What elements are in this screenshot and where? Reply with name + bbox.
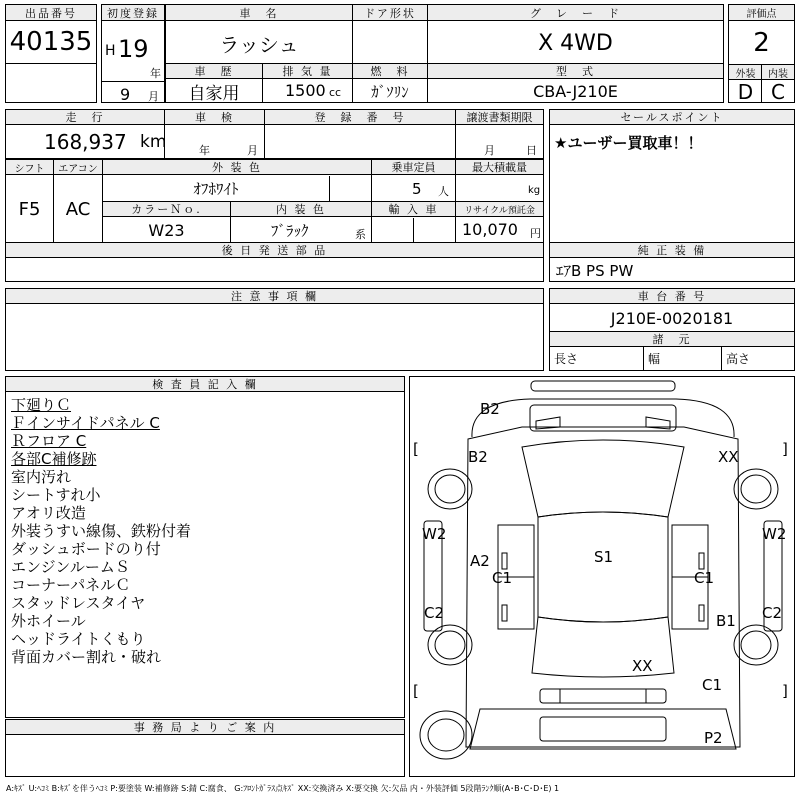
ext-color-label: 外 装 色 — [103, 160, 371, 175]
mark-c1-left: C1 — [492, 569, 513, 587]
car-diagram-box — [409, 376, 795, 777]
reg-number-box — [264, 109, 456, 159]
notes-label: 注 意 事 項 欄 — [6, 289, 543, 304]
month-suffix: 月 — [148, 90, 159, 103]
sales-point-value: ★ユーザー買取車！！ — [554, 134, 703, 152]
first-registration-box — [101, 4, 165, 103]
inspector-note: コーナーパネルＣ — [11, 576, 131, 594]
shift-label: シフト — [6, 160, 53, 175]
int-color-suffix: 系 — [355, 228, 366, 241]
mileage-value: 168,937 — [44, 130, 127, 154]
model-value: CBA-J210E — [533, 81, 618, 101]
color-no-box — [102, 201, 231, 243]
ext-color-value: ｵﾌﾎﾜｲﾄ — [193, 180, 239, 198]
mileage-unit: km — [140, 132, 167, 152]
equipment-box — [549, 242, 795, 282]
inspector-note: 外ホイール — [11, 612, 86, 630]
inspector-note: 室内汚れ — [11, 468, 72, 486]
era: H — [105, 43, 116, 59]
equipment-value: ｴｱB PS PW — [556, 262, 634, 280]
mark-c1-right: C1 — [694, 569, 715, 587]
inspector-notes-list — [11, 396, 401, 666]
inspector-note: 各部C補修跡 — [11, 450, 97, 468]
color-no-label: カラーＮｏ. — [103, 202, 230, 217]
fuel-box — [352, 63, 428, 103]
inspector-note: 背面カバー割れ・破れ — [11, 648, 162, 666]
bracket-left-rear: [ — [413, 682, 419, 700]
office-label: 事 務 局 よ り ご 案 内 — [6, 720, 404, 735]
inspector-label: 検 査 員 記 入 欄 — [6, 377, 404, 392]
grade-value: X 4WD — [538, 30, 613, 56]
capacity-box — [371, 159, 456, 202]
model-box — [427, 63, 724, 103]
first-registration-label: 初度登録 — [102, 5, 164, 21]
capacity-label: 乗車定員 — [372, 160, 455, 175]
chassis-box — [549, 288, 795, 371]
inspection-year: 年 — [199, 144, 210, 157]
dims-label: 諸 元 — [550, 332, 794, 347]
color-no-value: W23 — [148, 220, 185, 240]
transfer-month: 月 — [484, 144, 495, 157]
mark-c2-right: C2 — [762, 604, 783, 622]
int-color-label: 内 装 色 — [231, 202, 371, 217]
notes-box — [5, 288, 544, 371]
bracket-right-front: ] — [782, 440, 788, 458]
mark-w2-left: W2 — [422, 525, 447, 543]
door-label: ドア形状 — [353, 5, 427, 21]
mark-b2-front: B2 — [480, 400, 500, 418]
legend: A:ｷｽﾞ U:ﾍｺﾐ B:ｷｽﾞを伴うﾍｺﾐ P:要塗装 W:補修跡 S:錆 C:腐食、 G:ﾌﾛﾝﾄｶﾞﾗｽ点ｷｽﾞ XX:交換済み X:要交換 欠:欠品 内・外装評価 5段階ﾗﾝｸ順(A･B･C･D･E) 1 — [6, 783, 560, 793]
transfer-label: 譲渡書類期限 — [456, 110, 543, 125]
lot-number-box — [5, 4, 97, 103]
mileage-box — [5, 109, 165, 159]
inspector-note: Ｒフロア C — [11, 432, 87, 450]
recycle-label: リサイクル預託金 — [456, 202, 543, 217]
ac-label: エアコン — [54, 160, 102, 175]
import-label: 輸 入 車 — [372, 202, 455, 217]
interior-grade: C — [771, 79, 785, 104]
mileage-label: 走 行 — [6, 110, 164, 125]
mark-b2-left: B2 — [468, 448, 488, 466]
inspector-box — [5, 376, 405, 718]
mark-a2: A2 — [470, 552, 490, 570]
bracket-left-front: [ — [413, 440, 419, 458]
transfer-day: 日 — [526, 144, 537, 157]
later-parts-label: 後 日 発 送 部 品 — [6, 243, 543, 258]
width-label: 幅 — [648, 352, 661, 366]
displacement-box — [262, 63, 353, 103]
displacement-value: 1500 — [285, 81, 326, 100]
int-color-value: ﾌﾞﾗｯｸ — [271, 222, 309, 240]
reg-number-label: 登 録 番 号 — [265, 110, 455, 125]
ac-box — [53, 159, 103, 243]
recycle-box — [455, 201, 544, 243]
displacement-label: 排 気 量 — [263, 64, 352, 79]
inspector-note: エンジンルームＳ — [11, 558, 130, 576]
mark-b1: B1 — [716, 612, 736, 630]
score-value: 2 — [753, 28, 770, 58]
model-label: 型 式 — [428, 64, 723, 79]
recycle-value: 10,070 — [462, 220, 518, 239]
fuel-label: 燃 料 — [353, 64, 427, 79]
inspector-note: シートすれ小 — [11, 486, 101, 504]
max-load-box — [455, 159, 544, 202]
mark-c1-rear: C1 — [702, 676, 723, 694]
inspector-note: ダッシュボードのり付 — [11, 540, 161, 558]
sales-point-label: セールスポイント — [550, 110, 794, 125]
door-value — [353, 23, 427, 63]
transfer-box — [455, 109, 544, 159]
ext-color-box — [102, 159, 372, 202]
inspector-note: スタッドレスタイヤ — [11, 594, 146, 612]
reg-year: 19 — [118, 35, 149, 63]
equipment-label: 純 正 装 備 — [550, 243, 794, 258]
score-label: 評価点 — [729, 5, 794, 21]
capacity-unit: 人 — [438, 185, 449, 198]
year-suffix: 年 — [150, 67, 161, 80]
mark-c2-left: C2 — [424, 604, 445, 622]
inspector-note: Ｆインサイドパネル C — [11, 414, 160, 432]
mark-w2-right: W2 — [762, 525, 787, 543]
reg-month: 9 — [120, 85, 131, 104]
chassis-label: 車 台 番 号 — [550, 289, 794, 304]
grade-label: グ レ ー ド — [428, 5, 723, 21]
car-name-label: 車 名 — [166, 5, 352, 21]
history-box — [165, 63, 263, 103]
chassis-value: J210E-0020181 — [610, 308, 734, 328]
office-box — [5, 719, 405, 777]
lot-number-label: 出品番号 — [6, 5, 96, 21]
car-name-box — [165, 4, 353, 64]
recycle-unit: 円 — [530, 227, 541, 240]
inspector-note: アオリ改造 — [11, 504, 86, 522]
inspection-box — [164, 109, 265, 159]
inspector-note: 下廻りＣ — [11, 396, 72, 414]
capacity-value: 5 — [412, 180, 422, 198]
max-load-unit: kg — [528, 185, 541, 196]
import-box — [371, 201, 456, 243]
mark-xx-right: XX — [718, 448, 739, 466]
length-label: 長さ — [554, 352, 579, 366]
displacement-unit: cc — [329, 86, 342, 99]
grade-box — [427, 4, 724, 64]
sales-point-box — [549, 109, 795, 243]
inspector-note: ヘッドライトくもり — [11, 630, 146, 648]
mark-p2: P2 — [704, 729, 723, 747]
interior-label: 内装 — [762, 65, 794, 80]
mark-xx-rear: XX — [632, 657, 653, 675]
history-value: 自家用 — [188, 83, 240, 104]
bracket-right-rear: ] — [782, 682, 788, 700]
reg-number-value — [265, 126, 455, 158]
history-label: 車 歴 — [166, 64, 262, 79]
max-load-label: 最大積載量 — [456, 160, 543, 175]
shift-box — [5, 159, 54, 243]
inspector-note: 外装うすい線傷、鉄粉付着 — [11, 522, 192, 540]
exterior-label: 外装 — [729, 65, 762, 80]
later-parts-box — [5, 242, 544, 282]
door-box — [352, 4, 428, 64]
height-label: 高さ — [726, 352, 751, 366]
car-name: ラッシュ — [219, 32, 299, 57]
inspection-month: 月 — [247, 144, 258, 157]
exterior-grade: D — [737, 79, 754, 104]
ac-value: AC — [65, 198, 91, 220]
int-color-box — [230, 201, 372, 243]
lot-number: 40135 — [9, 27, 93, 57]
score-box — [728, 4, 795, 103]
shift-value: F5 — [18, 198, 41, 220]
car-diagram — [410, 377, 794, 776]
mark-s1: S1 — [594, 548, 614, 566]
inspection-label: 車 検 — [165, 110, 264, 125]
fuel-value: ｶﾞｿﾘﾝ — [371, 82, 409, 101]
